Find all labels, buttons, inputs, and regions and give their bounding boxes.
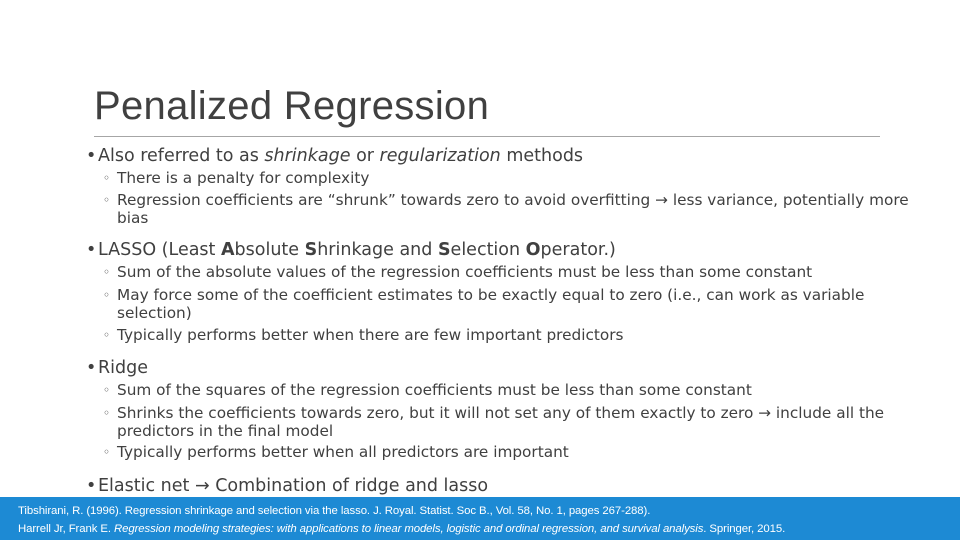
bullet-shrinkage: •Also referred to as shrinkage or regularization methods <box>86 146 584 166</box>
sub-bullet-marker: ◦ <box>103 383 111 397</box>
sub-bullet-lasso-few: ◦ Typically performs better when there are few important predictors <box>103 326 624 344</box>
reference-tibshirani: Tibshirani, R. (1996). Regression shrinkage and selection via the lasso. J. Royal. Statist. Soc B., Vol. 58, No. 1, pages 267-288). <box>18 505 651 517</box>
reference-harrell: Harrell Jr, Frank E. Regression modeling strategies: with applications to linear models, logistic and ordinal regression, and survival analysis. Springer, 2015. <box>18 523 786 535</box>
bullet-marker: • <box>86 476 97 496</box>
sub-bullet-shrunk: ◦ Regression coefficients are “shrunk” towards zero to avoid overfitting → less variance, potentially more bias <box>103 191 909 227</box>
sub-bullet-marker: ◦ <box>103 445 111 459</box>
sub-bullet-marker: ◦ <box>103 328 111 342</box>
sub-bullet-marker: ◦ <box>103 193 111 207</box>
bullet-marker: • <box>86 358 97 378</box>
arrow-icon: → <box>655 191 668 209</box>
page-title: Penalized Regression <box>94 84 490 128</box>
bullet-ridge: •Ridge <box>86 358 149 378</box>
bullet-marker: • <box>86 240 97 260</box>
sub-bullet-ridge-shrinks: ◦ Shrinks the coefficients towards zero, but it will not set any of them exactly to zero → include all the predictors in the final model <box>103 404 885 440</box>
references-footer <box>0 497 960 540</box>
sub-bullet-marker: ◦ <box>103 406 111 420</box>
sub-bullet-marker: ◦ <box>103 265 111 279</box>
bullet-marker: • <box>86 146 97 166</box>
title-divider <box>94 136 880 137</box>
sub-bullet-ridge-all: ◦ Typically performs better when all predictors are important <box>103 443 569 461</box>
bullet-elastic-net: •Elastic net → Combination of ridge and lasso <box>86 476 489 496</box>
sub-bullet-marker: ◦ <box>103 288 111 302</box>
sub-bullet-penalty: ◦ There is a penalty for complexity <box>103 169 370 187</box>
arrow-icon: → <box>758 404 772 422</box>
arrow-icon: → <box>194 476 210 496</box>
sub-bullet-lasso-zero: ◦ May force some of the coefficient estimates to be exactly equal to zero (i.e., can work as variable selection) <box>103 286 865 322</box>
sub-bullet-ridge-sum: ◦ Sum of the squares of the regression coefficients must be less than some constant <box>103 381 752 399</box>
bullet-lasso: •LASSO (Least Absolute Shrinkage and Selection Operator.) <box>86 240 616 260</box>
sub-bullet-lasso-sum: ◦ Sum of the absolute values of the regression coefficients must be less than some constant <box>103 263 813 281</box>
sub-bullet-marker: ◦ <box>103 171 111 185</box>
